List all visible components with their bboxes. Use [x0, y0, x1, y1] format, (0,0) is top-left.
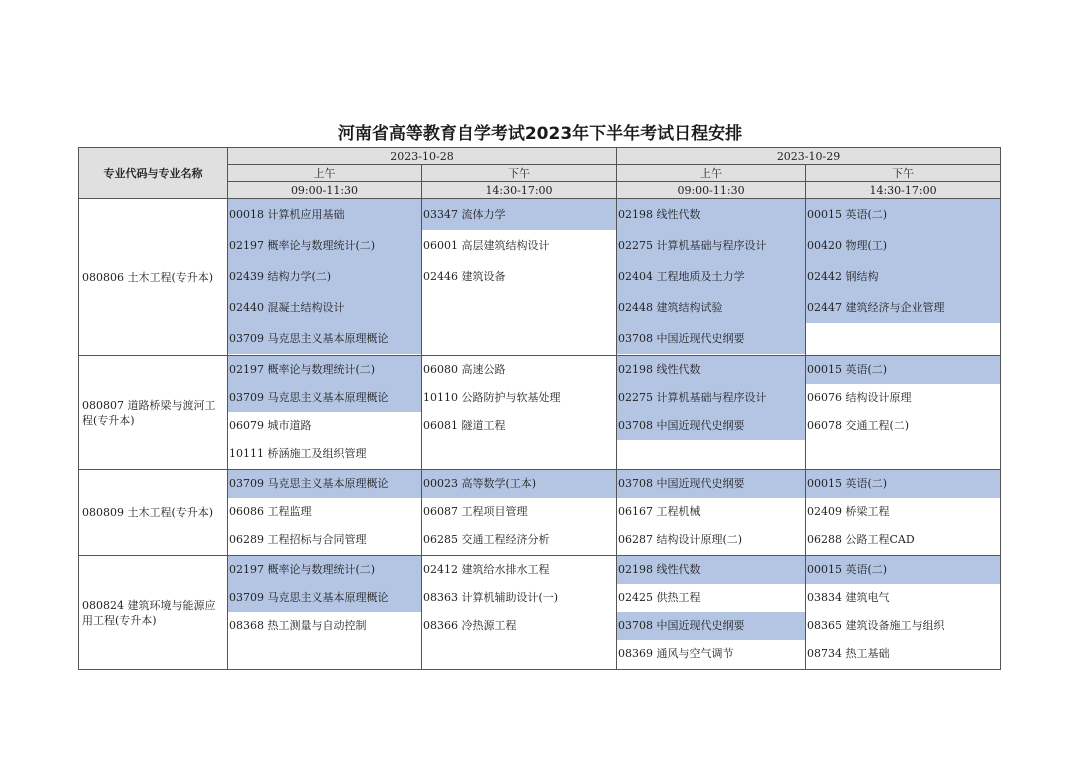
course-entry: 02198 线性代数	[617, 556, 805, 584]
course-entry: 03708 中国近现代史纲要	[617, 612, 805, 640]
exam-slot	[806, 556, 1001, 670]
course-entry: 10111 桥涵施工及组织管理	[229, 447, 367, 460]
course-entry: 02439 结构力学(二)	[228, 261, 421, 292]
exam-slot	[617, 356, 806, 470]
exam-slot	[422, 556, 617, 670]
course-entry: 06001 高层建筑结构设计	[423, 239, 550, 252]
course-entry: 00015 英语(二)	[806, 470, 1000, 498]
course-entry: 03708 中国近现代史纲要	[617, 470, 805, 498]
session-header: 上午	[617, 165, 806, 182]
exam-slot	[617, 556, 806, 670]
exam-slot	[228, 356, 422, 470]
course-entry: 03708 中国近现代史纲要	[617, 412, 805, 440]
course-entry: 02447 建筑经济与企业管理	[806, 292, 1000, 323]
major-name: 080807 道路桥梁与渡河工程(专升本)	[79, 356, 228, 470]
time-header: 09:00-11:30	[617, 182, 806, 199]
course-entry: 02412 建筑给水排水工程	[423, 563, 550, 576]
course-entry: 06288 公路工程CAD	[807, 533, 915, 546]
course-entry: 02409 桥梁工程	[807, 505, 890, 518]
course-entry: 03709 马克思主义基本原理概论	[228, 470, 421, 498]
exam-slot	[617, 470, 806, 556]
course-entry: 06285 交通工程经济分析	[423, 533, 550, 546]
course-entry: 06167 工程机械	[618, 505, 701, 518]
course-entry: 02197 概率论与数理统计(二)	[228, 356, 421, 384]
date-header: 2023-10-28	[228, 148, 617, 165]
exam-slot	[422, 356, 617, 470]
major-name: 080824 建筑环境与能源应用工程(专升本)	[79, 556, 228, 670]
course-entry: 06079 城市道路	[229, 419, 312, 432]
session-header: 下午	[806, 165, 1001, 182]
course-entry: 00015 英语(二)	[806, 556, 1000, 584]
course-entry: 00023 高等数学(工本)	[422, 470, 616, 498]
exam-slot	[228, 470, 422, 556]
session-header: 下午	[422, 165, 617, 182]
course-entry: 00018 计算机应用基础	[228, 199, 421, 230]
exam-slot	[806, 356, 1001, 470]
course-entry: 06287 结构设计原理(二)	[618, 533, 743, 546]
course-entry: 06078 交通工程(二)	[807, 419, 910, 432]
course-entry: 02275 计算机基础与程序设计	[617, 230, 805, 261]
page-title: 河南省高等教育自学考试2023年下半年考试日程安排	[337, 124, 743, 144]
course-entry: 02440 混凝土结构设计	[228, 292, 421, 323]
schedule-body	[79, 199, 1001, 670]
course-entry: 03834 建筑电气	[807, 591, 890, 604]
course-entry: 08369 通风与空气调节	[618, 647, 734, 660]
major-row	[79, 470, 1001, 556]
major-name: 080809 土木工程(专升本)	[79, 470, 228, 556]
session-header: 上午	[228, 165, 422, 182]
course-entry: 10110 公路防护与软基处理	[423, 391, 561, 404]
major-name: 080806 土木工程(专升本)	[79, 199, 228, 356]
course-entry: 06289 工程招标与合同管理	[229, 533, 367, 546]
course-entry: 08368 热工测量与自动控制	[229, 619, 367, 632]
course-entry: 08365 建筑设备施工与组织	[807, 619, 945, 632]
course-entry: 08366 冷热源工程	[423, 619, 517, 632]
course-entry: 06080 高速公路	[423, 363, 506, 376]
major-row	[79, 199, 1001, 356]
exam-slot	[806, 470, 1001, 556]
course-entry: 08363 计算机辅助设计(一)	[423, 591, 559, 604]
course-entry: 06076 结构设计原理	[807, 391, 912, 404]
corner-header: 专业代码与专业名称	[79, 148, 228, 199]
course-entry: 06087 工程项目管理	[423, 505, 528, 518]
course-entry: 03709 马克思主义基本原理概论	[228, 384, 421, 412]
course-entry: 06086 工程监理	[229, 505, 312, 518]
course-entry: 02425 供热工程	[618, 591, 701, 604]
course-entry: 00420 物理(工)	[806, 230, 1000, 261]
course-entry: 06081 隧道工程	[423, 419, 506, 432]
exam-schedule-table	[78, 147, 1001, 670]
exam-slot	[422, 199, 617, 356]
course-entry: 00015 英语(二)	[806, 356, 1000, 384]
time-header: 09:00-11:30	[228, 182, 422, 199]
course-entry: 02197 概率论与数理统计(二)	[228, 556, 421, 584]
exam-slot	[617, 199, 806, 356]
course-entry: 02198 线性代数	[617, 199, 805, 230]
time-header: 14:30-17:00	[422, 182, 617, 199]
time-header: 14:30-17:00	[806, 182, 1001, 199]
course-entry: 03709 马克思主义基本原理概论	[228, 584, 421, 612]
course-entry: 02446 建筑设备	[423, 270, 506, 283]
exam-slot	[228, 199, 422, 356]
course-entry: 03347 流体力学	[422, 199, 616, 230]
course-entry: 02448 建筑结构试验	[617, 292, 805, 323]
major-row	[79, 356, 1001, 470]
course-entry: 02404 工程地质及土力学	[617, 261, 805, 292]
course-entry: 03708 中国近现代史纲要	[617, 323, 805, 354]
course-entry: 02197 概率论与数理统计(二)	[228, 230, 421, 261]
course-entry: 00015 英语(二)	[806, 199, 1000, 230]
course-entry: 03709 马克思主义基本原理概论	[228, 323, 421, 354]
exam-slot	[806, 199, 1001, 356]
date-header: 2023-10-29	[617, 148, 1001, 165]
course-entry: 02442 钢结构	[806, 261, 1000, 292]
major-row	[79, 556, 1001, 670]
exam-slot	[228, 556, 422, 670]
course-entry: 02275 计算机基础与程序设计	[617, 384, 805, 412]
exam-slot	[422, 470, 617, 556]
course-entry: 02198 线性代数	[617, 356, 805, 384]
course-entry: 08734 热工基础	[807, 647, 890, 660]
